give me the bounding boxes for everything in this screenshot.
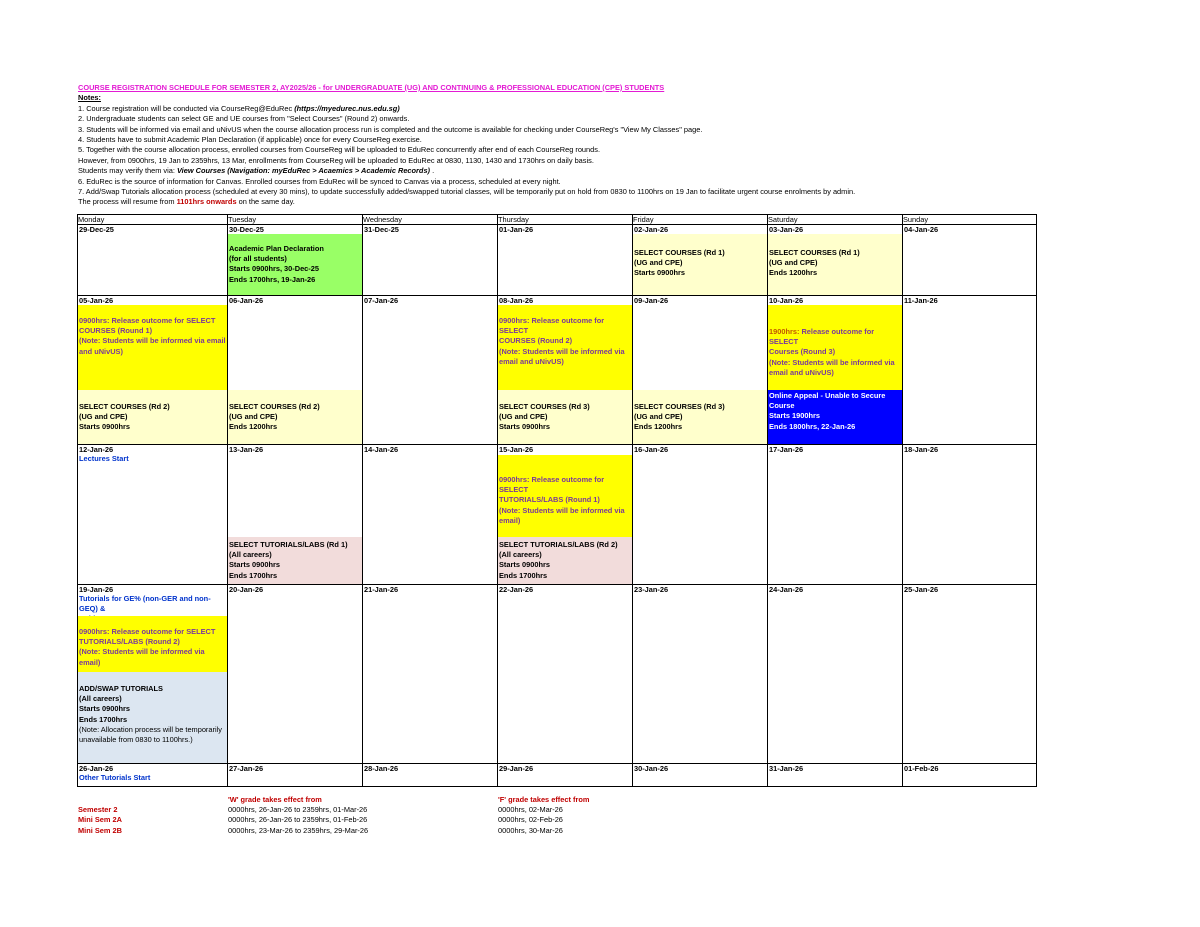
- event-line: COURSES (Round 1): [79, 326, 153, 336]
- release-select-tutorials-r2: [78, 616, 227, 672]
- select-courses-rd3-end: [633, 390, 767, 444]
- w-grade-value: 0000hrs, 26-Jan-26 to 2359hrs, 01-Mar-26: [228, 805, 368, 815]
- day-cell: [363, 764, 497, 786]
- day-cell: [78, 445, 227, 584]
- event-line: email): [499, 515, 521, 525]
- note-7b-text: The process will resume from: [78, 197, 177, 207]
- event-line: Ends 1200hrs: [769, 268, 818, 278]
- date-label: 24-Jan-26: [769, 585, 804, 594]
- date-label: 20-Jan-26: [229, 585, 264, 594]
- event-line: Online Appeal - Unable to Secure Course: [769, 391, 886, 411]
- event-line: Starts 0900hrs: [634, 268, 685, 278]
- select-courses-rd2-end: [228, 390, 362, 444]
- event-line: and uNivUS): [79, 346, 123, 356]
- day-cell: [903, 445, 1036, 584]
- f-grade-value: 0000hrs, 02-Mar-26: [498, 805, 563, 815]
- day-cell: [498, 764, 632, 786]
- date-label: 23-Jan-26: [634, 585, 669, 594]
- event-line: (UG and CPE): [634, 412, 683, 422]
- date-label: 27-Jan-26: [229, 764, 264, 773]
- day-cell: [363, 225, 497, 295]
- event-line: Ends 1200hrs: [634, 422, 683, 432]
- week-row: [78, 225, 1037, 296]
- select-courses-rd2-start: [78, 390, 227, 444]
- note-7b-end: on the same day.: [236, 197, 295, 207]
- day-cell: [363, 585, 497, 763]
- day-name: Tuesday: [228, 215, 363, 225]
- event-line: Courses (Round 3): [769, 347, 836, 357]
- note-4: 4. Students have to submit Academic Plan Declaration (if applicable) once for every CourseReg exercise.: [78, 135, 422, 145]
- notes-header: [78, 83, 1078, 208]
- event-line: Ends 1700hrs: [79, 714, 128, 724]
- note-5c: [78, 166, 1078, 176]
- date-label: 05-Jan-26: [79, 296, 114, 305]
- w-grade-value: 0000hrs, 23-Mar-26 to 2359hrs, 29-Mar-26: [228, 825, 369, 835]
- release-select-courses-r3: [768, 305, 902, 390]
- note-5b: However, from 0900hrs, 19 Jan to 2359hrs, 13 Mar, enrollments from CourseReg will be uploaded to EduRec at 0830, 1130, 1430 and 1730hrs on daily basis.: [78, 155, 594, 165]
- day-cell: [633, 445, 767, 584]
- date-label: 03-Jan-26: [769, 225, 804, 234]
- day-cell: [363, 296, 497, 444]
- date-label: 26-Jan-26: [79, 764, 114, 773]
- date-label: 01-Jan-26: [499, 225, 534, 234]
- academic-plan-declaration: [228, 234, 362, 295]
- date-label: 12-Jan-26: [79, 445, 114, 454]
- date-label: 29-Dec-25: [79, 225, 114, 234]
- date-label: 28-Jan-26: [364, 764, 399, 773]
- day-name: Monday: [78, 215, 228, 225]
- date-label: 07-Jan-26: [364, 296, 399, 305]
- date-label: 01-Feb-26: [904, 764, 939, 773]
- date-label: 18-Jan-26: [904, 445, 939, 454]
- date-label: 10-Jan-26: [769, 296, 804, 305]
- day-cell: [633, 764, 767, 786]
- event-line: Starts 0900hrs: [229, 560, 280, 570]
- f-grade-value: 0000hrs, 30-Mar-26: [498, 825, 563, 835]
- event-line: Academic Plan Declaration: [229, 244, 324, 253]
- day-cell: [78, 225, 227, 295]
- date-label: 13-Jan-26: [229, 445, 264, 454]
- day-cell: [633, 296, 767, 444]
- event-line: email and uNivUS): [769, 367, 834, 377]
- note-1-text: 1. Course registration will be conducted via CourseReg@EduRec: [78, 103, 295, 113]
- day-cell: [768, 764, 902, 786]
- day-name: Saturday: [768, 215, 903, 225]
- notes-label: Notes:: [78, 93, 101, 103]
- date-label: 31-Jan-26: [769, 764, 804, 773]
- day-cell: [498, 225, 632, 295]
- event-line: (Note: Students will be informed via: [499, 346, 625, 356]
- event-line: (Note: Students will be informed via: [769, 357, 895, 367]
- date-label: 19-Jan-26: [79, 585, 114, 594]
- select-courses-rd3-start: [498, 390, 632, 444]
- note-5c-text: Students may verify them via:: [78, 166, 177, 176]
- lectures-start: Lectures Start: [79, 454, 129, 463]
- event-line: email and uNivUS): [499, 356, 564, 366]
- event-line: (for all students): [229, 254, 287, 264]
- event-line: (All careers): [229, 550, 272, 560]
- online-appeal: [768, 390, 902, 444]
- add-swap-tutorials: [78, 672, 227, 763]
- event-line: Starts 0900hrs: [79, 422, 130, 432]
- w-grade-block: [228, 795, 368, 836]
- day-cell: [78, 764, 227, 786]
- note-7: 7. Add/Swap Tutorials allocation process (scheduled at every 30 mins), to update successfully added/swapped tutorial classes, will be temporarily put on hold from 0830 to 1100hrs on 19 Jan to facilitate urgent course enrolments by admin.: [78, 187, 856, 197]
- date-label: 04-Jan-26: [904, 225, 939, 234]
- day-cell: [903, 764, 1036, 786]
- date-label: 30-Jan-26: [634, 764, 669, 773]
- event-line: Ends 1700hrs: [499, 570, 548, 580]
- event-line: Tutorials for GE% (non-GER and non-GEQ) &: [79, 594, 211, 613]
- note-3: 3. Students will be informed via email and uNivUS when the course allocation process run is completed and the outcome is available for checking under CourseReg's "View My Classes" page.: [78, 124, 703, 134]
- day-cell: [78, 296, 227, 444]
- note-1: [78, 104, 1078, 114]
- w-grade-heading: 'W' grade takes effect from: [228, 795, 322, 804]
- date-label: 06-Jan-26: [229, 296, 264, 305]
- note-2: 2. Undergraduate students can select GE and UE courses from "Select Courses" (Round 2) onwards.: [78, 114, 410, 124]
- other-tutorials-start: Other Tutorials Start: [79, 773, 151, 782]
- event-line: SELECT TUTORIALS/LABS (Rd 1): [229, 540, 348, 549]
- day-cell: [903, 296, 1036, 444]
- event-line: SELECT COURSES (Rd 3): [499, 402, 590, 411]
- event-line: (UG and CPE): [769, 258, 818, 268]
- select-courses-rd1-start: [633, 234, 767, 295]
- note-5: 5. Together with the course allocation process, enrolled courses from CourseReg will be uploaded to EduRec concurrently after end of each CourseReg rounds.: [78, 145, 601, 155]
- week-row: [78, 764, 1037, 787]
- day-cell: [903, 585, 1036, 763]
- date-label: 21-Jan-26: [364, 585, 399, 594]
- navigation-path: View Courses (Navigation: myEduRec > Acaemics > Academic Records): [177, 166, 431, 176]
- date-label: 15-Jan-26: [499, 445, 534, 454]
- f-grade-block: [498, 795, 589, 836]
- event-line: (UG and CPE): [79, 412, 128, 422]
- semester-label: Mini Sem 2A: [78, 815, 122, 825]
- event-line: SELECT COURSES (Rd 3): [634, 402, 725, 411]
- date-label: 31-Dec-25: [364, 225, 399, 234]
- select-tutorials-rd1: [228, 537, 362, 584]
- event-line: (UG and CPE): [634, 258, 683, 268]
- date-label: 08-Jan-26: [499, 296, 534, 305]
- day-header-row: [78, 215, 1037, 225]
- page-title: COURSE REGISTRATION SCHEDULE FOR SEMESTER 2, AY2025/26 - for UNDERGRADUATE (UG) AND CONTINUING & PROFESSIONAL EDUCATION (CPE) STUDENTS: [78, 83, 665, 92]
- date-label: 30-Dec-25: [229, 225, 264, 234]
- select-courses-rd1-end: [768, 234, 902, 295]
- event-line: 0900hrs: Release outcome for SELECT: [79, 316, 216, 325]
- event-line: Ends 1700hrs, 19-Jan-26: [229, 274, 316, 284]
- day-cell: [228, 585, 362, 763]
- f-grade-value: 0000hrs, 02-Feb-26: [498, 815, 563, 825]
- event-note: unavailable from 0830 to 1100hrs.): [79, 735, 193, 745]
- event-line: (Note: Students will be informed via email): [79, 647, 205, 667]
- date-label: 14-Jan-26: [364, 445, 399, 454]
- event-line: (UG and CPE): [229, 412, 278, 422]
- event-line: (Note: Students will be informed via: [499, 505, 625, 515]
- release-select-courses-r1: [78, 305, 227, 390]
- event-line: 0900hrs: Release outcome for SELECT: [499, 475, 605, 495]
- event-line: SELECT COURSES (Rd 2): [229, 402, 320, 411]
- date-label: 11-Jan-26: [904, 296, 938, 305]
- event-line: Ends 1700hrs: [229, 570, 278, 580]
- event-line-text: Release outcome for SELECT: [769, 327, 875, 347]
- date-label: 22-Jan-26: [499, 585, 534, 594]
- event-line: [769, 327, 901, 347]
- date-label: 25-Jan-26: [904, 585, 939, 594]
- release-select-tutorials-r1: [498, 455, 632, 537]
- event-line: Starts 0900hrs: [499, 560, 550, 570]
- day-cell: [228, 445, 362, 584]
- week-row: [78, 296, 1037, 445]
- day-name: Sunday: [903, 215, 1037, 225]
- day-cell: [228, 764, 362, 786]
- event-line: Starts 0900hrs: [79, 704, 130, 714]
- event-line: TUTORIALS/LABS (Round 1): [499, 495, 600, 505]
- day-cell: [633, 585, 767, 763]
- event-line: SELECT TUTORIALS/LABS (Rd 2): [499, 540, 618, 549]
- w-grade-value: 0000hrs, 26-Jan-26 to 2359hrs, 01-Feb-26: [228, 815, 368, 825]
- event-line: Starts 0900hrs, 30-Dec-25: [229, 264, 319, 274]
- event-line: SELECT COURSES (Rd 1): [769, 248, 860, 257]
- week-row: [78, 445, 1037, 585]
- day-cell: [498, 445, 632, 584]
- edurec-url: (https://myedurec.nus.edu.sg): [294, 103, 400, 113]
- event-line: (All careers): [499, 550, 542, 560]
- day-cell: [498, 296, 632, 444]
- day-cell: [498, 585, 632, 763]
- event-line: COURSES (Round 2): [499, 336, 573, 346]
- event-line: TUTORIALS/LABS (Round 2): [79, 637, 180, 647]
- day-cell: [768, 225, 902, 295]
- event-note: (Note: Allocation process will be temporarily: [79, 724, 222, 734]
- f-grade-heading: 'F' grade takes effect from: [498, 795, 590, 804]
- calendar-table: [77, 214, 1037, 787]
- day-name: Friday: [633, 215, 768, 225]
- event-line: Starts 1900hrs: [769, 411, 820, 421]
- day-cell: [228, 225, 362, 295]
- day-name: Wednesday: [363, 215, 498, 225]
- day-cell: [768, 296, 902, 444]
- day-cell: [633, 225, 767, 295]
- grade-labels: [78, 795, 122, 836]
- release-select-courses-r2: [498, 305, 632, 390]
- day-cell: [228, 296, 362, 444]
- event-line: ADD/SWAP TUTORIALS: [79, 684, 163, 693]
- day-cell: [768, 585, 902, 763]
- semester-label: Mini Sem 2B: [78, 825, 122, 835]
- week-row: [78, 585, 1037, 764]
- day-cell: [768, 445, 902, 584]
- day-cell: [903, 225, 1036, 295]
- event-line: 0900hrs: Release outcome for SELECT: [79, 627, 216, 636]
- event-line: (Note: Students will be informed via email: [79, 336, 226, 346]
- semester-label: Semester 2: [78, 805, 118, 815]
- date-label: 09-Jan-26: [634, 296, 669, 305]
- select-tutorials-rd2: [498, 537, 632, 584]
- date-label: 17-Jan-26: [769, 445, 804, 454]
- day-cell: [363, 445, 497, 584]
- note-7b: [78, 197, 1078, 207]
- event-line: (All careers): [79, 694, 122, 704]
- date-label: 29-Jan-26: [499, 764, 534, 773]
- day-name: Thursday: [498, 215, 633, 225]
- event-line: Ends 1800hrs, 22-Jan-26: [769, 421, 856, 431]
- day-cell: [78, 585, 227, 763]
- date-label: 02-Jan-26: [634, 225, 669, 234]
- event-line: Starts 0900hrs: [499, 422, 550, 432]
- event-line: (UG and CPE): [499, 412, 548, 422]
- date-label: 16-Jan-26: [634, 445, 669, 454]
- note-5c-end: .: [430, 166, 435, 176]
- event-line: 0900hrs: Release outcome for SELECT: [499, 316, 605, 336]
- event-line: Ends 1200hrs: [229, 422, 278, 432]
- resume-time: 1101hrs onwards: [176, 197, 237, 207]
- release-time: 1900hrs:: [769, 327, 800, 336]
- note-6: 6. EduRec is the source of information for Canvas. Enrolled courses from EduRec will be synced to Canvas via a process, scheduled at every night.: [78, 176, 561, 186]
- event-line: SELECT COURSES (Rd 2): [79, 402, 170, 411]
- event-line: SELECT COURSES (Rd 1): [634, 248, 725, 257]
